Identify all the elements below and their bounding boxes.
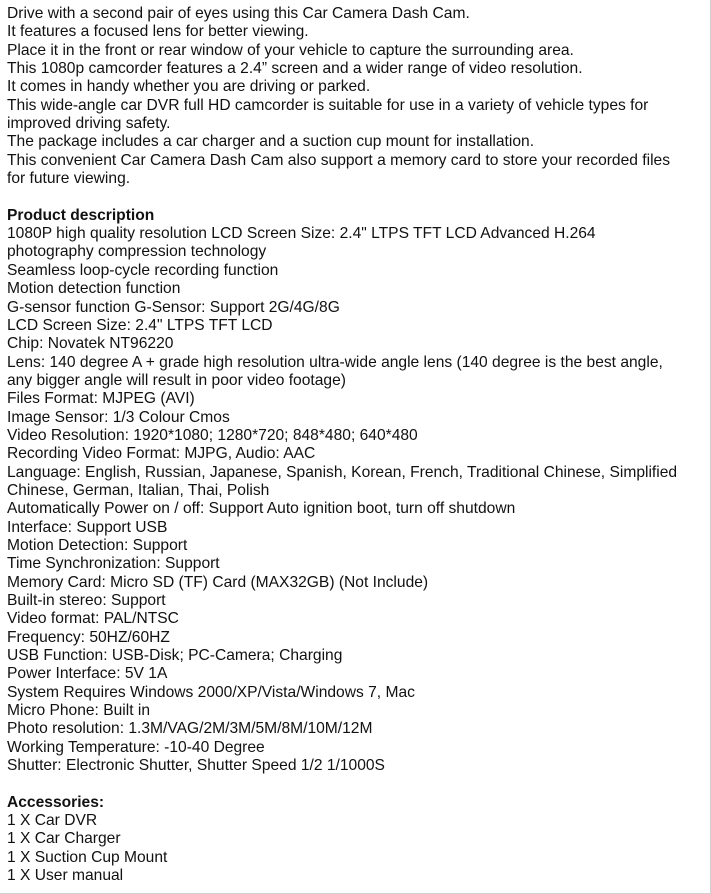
intro-line: This convenient Car Camera Dash Cam also support a memory card to store your recorded files xyxy=(7,151,671,169)
spec-line: LCD Screen Size: 2.4" LTPS TFT LCD xyxy=(7,316,273,334)
intro-section xyxy=(7,5,710,188)
intro-line: improved driving safety. xyxy=(7,115,171,133)
spec-line: Image Sensor: 1/3 Colour Cmos xyxy=(7,408,230,426)
product-description-heading: Product description xyxy=(7,206,155,224)
spec-line: photography compression technology xyxy=(7,243,267,261)
spec-line: Time Synchronization: Support xyxy=(7,555,220,573)
spec-line: 1080P high quality resolution LCD Screen Size: 2.4" LTPS TFT LCD Advanced H.264 xyxy=(7,225,596,243)
spec-line: Motion Detection: Support xyxy=(7,536,188,554)
accessory-item: 1 X Car Charger xyxy=(7,830,121,848)
intro-line: This 1080p camcorder features a 2.4” screen and a wider range of video resolution. xyxy=(7,60,583,78)
spec-line: Power Interface: 5V 1A xyxy=(7,665,168,683)
spec-line: Motion detection function xyxy=(7,280,181,298)
spec-line: System Requires Windows 2000/XP/Vista/Windows 7, Mac xyxy=(7,683,415,701)
spec-line: Recording Video Format: MJPG, Audio: AAC xyxy=(7,445,316,463)
intro-line: This wide-angle car DVR full HD camcorder is suitable for use in a variety of vehicle types for xyxy=(7,96,649,114)
spec-line: Photo resolution: 1.3M/VAG/2M/3M/5M/8M/10M/12M xyxy=(7,720,373,738)
intro-line: for future viewing. xyxy=(7,170,131,188)
spec-line: Chip: Novatek NT96220 xyxy=(7,335,174,353)
spec-line: USB Function: USB-Disk; PC-Camera; Charging xyxy=(7,647,343,665)
section-spacer xyxy=(7,775,710,793)
spec-line: Built-in stereo: Support xyxy=(7,592,166,609)
spec-line: Lens: 140 degree A + grade high resolution ultra-wide angle lens (140 degree is the best angle, xyxy=(7,353,663,371)
spec-line: Automatically Power on / off: Support Auto ignition boot, turn off shutdown xyxy=(7,500,516,518)
accessory-item: 1 X User manual xyxy=(7,867,124,885)
spec-line: Micro Phone: Built in xyxy=(7,702,151,720)
spec-line: Video Resolution: 1920*1080; 1280*720; 848*480; 640*480 xyxy=(7,426,418,444)
intro-line: It comes in handy whether you are driving or parked. xyxy=(7,78,371,96)
accessories-section xyxy=(7,794,710,886)
spec-line: Frequency: 50HZ/60HZ xyxy=(7,628,170,646)
spec-line: any bigger angle will result in poor video footage) xyxy=(7,371,346,389)
spec-line: Working Temperature: -10-40 Degree xyxy=(7,738,265,756)
accessory-item: 1 X Car DVR xyxy=(7,812,98,830)
spec-line: Seamless loop-cycle recording function xyxy=(7,261,279,279)
spec-line: Memory Card: Micro SD (TF) Card (MAX32GB) (Not Include) xyxy=(7,573,429,591)
intro-line: The package includes a car charger and a suction cup mount for installation. xyxy=(7,133,535,151)
accessory-item: 1 X Suction Cup Mount xyxy=(7,848,168,866)
spec-line: Language: English, Russian, Japanese, Spanish, Korean, French, Traditional Chinese, Simplified xyxy=(7,463,678,481)
spec-line: Video format: PAL/NTSC xyxy=(7,610,179,628)
spec-line: Interface: Support USB xyxy=(7,518,168,536)
spec-line: Shutter: Electronic Shutter, Shutter Speed 1/2 1/1000S xyxy=(7,757,385,775)
spec-line: Chinese, German, Italian, Thai, Polish xyxy=(7,481,270,499)
intro-line: Drive with a second pair of eyes using this Car Camera Dash Cam. xyxy=(7,5,470,22)
spec-line: Files Format: MJPEG (AVI) xyxy=(7,390,195,408)
accessories-heading: Accessories: xyxy=(7,793,105,811)
spec-line: G-sensor function G-Sensor: Support 2G/4G/8G xyxy=(7,298,340,316)
section-spacer xyxy=(7,188,710,206)
product-description-section xyxy=(7,207,710,776)
intro-line: Place it in the front or rear window of your vehicle to capture the surrounding area. xyxy=(7,41,574,59)
intro-line: It features a focused lens for better viewing. xyxy=(7,23,309,41)
